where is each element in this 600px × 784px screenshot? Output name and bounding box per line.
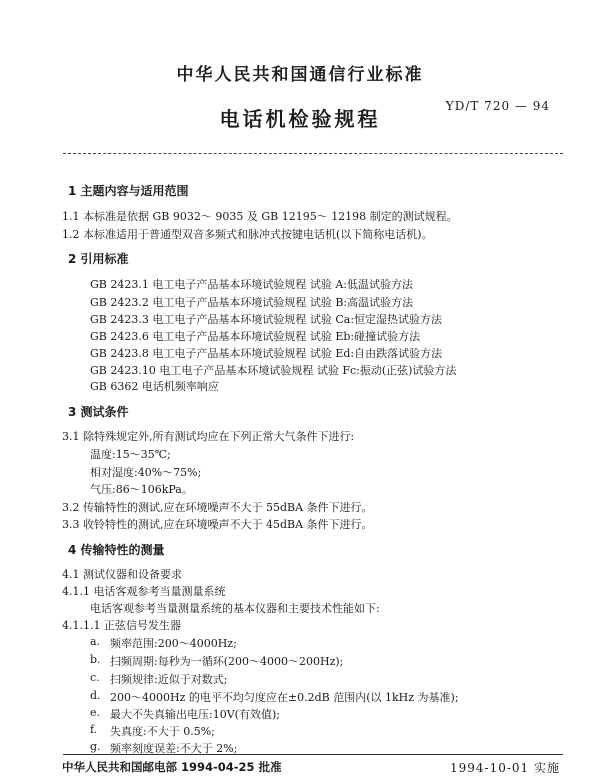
footer-divider <box>63 754 563 755</box>
header-divider <box>63 153 563 154</box>
clause-3-1: 3.1 除特殊规定外,所有测试均应在下列正常大气条件下进行: <box>62 430 355 443</box>
condition-pressure: 气压:86～106kPa。 <box>90 483 193 496</box>
list-item: 扫频规律:近似于对数式; <box>110 673 228 686</box>
list-item-label: e. <box>90 706 101 719</box>
list-item-label: g. <box>90 740 101 753</box>
clause-1-1: 1.1 本标准是依据 GB 9032～ 9035 及 GB 12195～ 12198 制定的测试规程。 <box>62 210 458 223</box>
clause-3-2: 3.2 传输特性的测试,应在环境噪声不大于 55dBA 条件下进行。 <box>62 501 373 514</box>
list-item-label: f. <box>90 723 98 736</box>
section-3-heading: 3 测试条件 <box>68 405 129 419</box>
list-item-label: d. <box>90 689 101 702</box>
clause-4-1-1: 4.1.1 电话客观参考当量测量系统 <box>62 585 226 598</box>
standard-body-heading: 中华人民共和国通信行业标准 <box>176 65 424 85</box>
clause-4-1: 4.1 测试仪器和设备要求 <box>62 568 182 581</box>
reference-item: GB 2423.10 电工电子产品基本环境试验规程 试验 Fc:振动(正弦)试验方法 <box>90 364 457 377</box>
list-item: 频率范围:200～4000Hz; <box>110 637 237 650</box>
reference-item: GB 2423.1 电工电子产品基本环境试验规程 试验 A:低温试验方法 <box>90 278 413 291</box>
list-item: 最大不失真输出电压:10V(有效值); <box>110 708 280 721</box>
reference-item: GB 2423.8 电工电子产品基本环境试验规程 试验 Ed:自由跌落试验方法 <box>90 347 443 360</box>
reference-item: GB 6362 电话机频率响应 <box>90 380 219 393</box>
section-2-heading: 2 引用标准 <box>68 252 129 266</box>
page-title: 电话机检验规程 <box>219 107 381 131</box>
list-item: 扫频周期:每秒为一循环(200～4000～200Hz); <box>110 655 344 668</box>
section-4-heading: 4 传输特性的测量 <box>68 543 165 557</box>
standard-code: YD/T 720 — 94 <box>445 99 550 113</box>
list-item: 频率刻度误差:不大于 2%; <box>110 742 238 755</box>
list-item-label: a. <box>90 635 101 648</box>
list-item-label: c. <box>90 671 100 684</box>
condition-humidity: 相对湿度:40%～75%; <box>90 466 202 479</box>
clause-4-1-1-text: 电话客观参考当量测量系统的基本仪器和主要技术性能如下: <box>90 602 380 615</box>
clause-1-2: 1.2 本标准适用于普通型双音多频式和脉冲式按键电话机(以下简称电话机)。 <box>62 228 433 241</box>
clause-3-3: 3.3 收铃特性的测试,应在环境噪声不大于 45dBA 条件下进行。 <box>62 518 373 531</box>
reference-item: GB 2423.6 电工电子产品基本环境试验规程 试验 Eb:碰撞试验方法 <box>90 330 421 343</box>
list-item: 200～4000Hz 的电平不均匀度应在±0.2dB 范围内(以 1kHz 为基准); <box>110 691 459 704</box>
list-item: 失真度:不大于 0.5%; <box>110 725 215 738</box>
list-item-label: b. <box>90 653 101 666</box>
reference-item: GB 2423.2 电工电子产品基本环境试验规程 试验 B:高温试验方法 <box>90 296 414 309</box>
implementation-date: 1994-10-01 实施 <box>449 761 560 775</box>
clause-4-1-1-1: 4.1.1.1 正弦信号发生器 <box>62 619 181 632</box>
approval-line: 中华人民共和国邮电部 1994-04-25 批准 <box>62 760 282 774</box>
reference-item: GB 2423.3 电工电子产品基本环境试验规程 试验 Ca:恒定湿热试验方法 <box>90 313 443 326</box>
condition-temperature: 温度:15～35℃; <box>90 448 171 461</box>
section-1-heading: 1 主题内容与适用范围 <box>68 184 189 198</box>
